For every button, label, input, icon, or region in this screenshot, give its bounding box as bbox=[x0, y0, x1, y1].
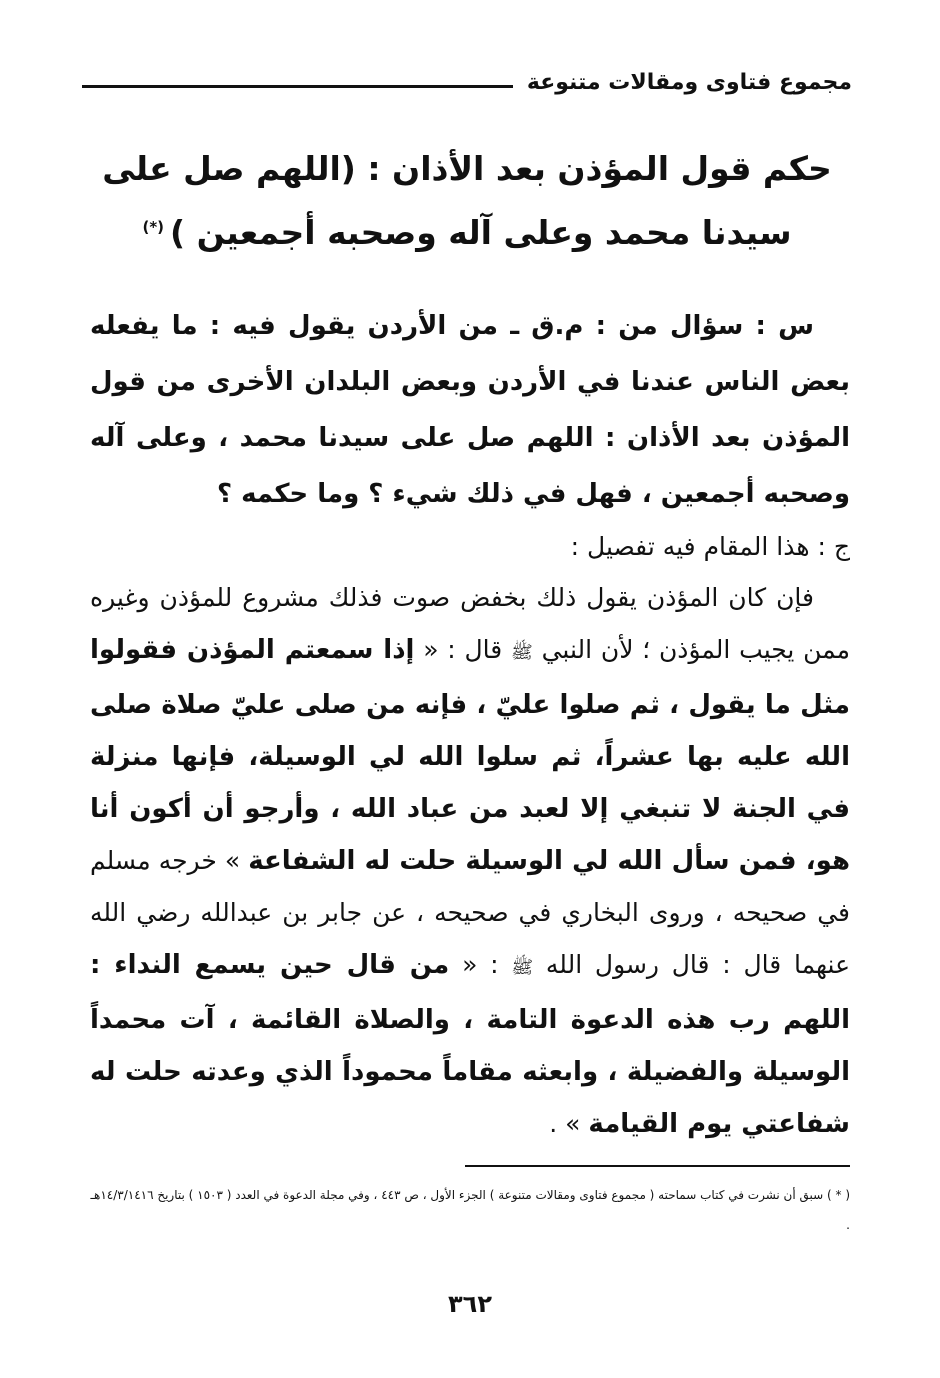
article-body bbox=[90, 298, 850, 1150]
footnote-rule bbox=[465, 1165, 850, 1167]
question-paragraph: س : سؤال من : م.ق ـ من الأردن يقول فيه : ما يفعله بعض الناس عندنا في الأردن وبعض البلدان الأخرى من قول المؤذن بعد الأذان : اللهم صل على سيدنا محمد ، وعلى آله وصحبه أجمعين ، فهل في ذلك شيء ؟ وما حكمه ؟ bbox=[90, 311, 850, 509]
running-header bbox=[82, 70, 852, 95]
hadith-quote-2: من قال حين يسمع النداء : اللهم رب هذه الدعوة التامة ، والصلاة القائمة ، آت محمداً الوسيلة والفضيلة ، وابعثه مقاماً محموداً الذي وعدته حلت له شفاعتي يوم القيامة bbox=[90, 950, 850, 1139]
footnote-marker: (*) bbox=[142, 218, 165, 236]
article-title bbox=[102, 140, 832, 262]
footnote: ( * ) سبق أن نشرت في كتاب سماحته ( مجموع فتاوى ومقالات متنوعة ) الجزء الأول ، ص ٤٤٣ ، وفي مجلة الدعوة في العدد ( ١٥٠٣ ) بتاريخ ١٤/٣/١٤١٦هـ . bbox=[90, 1188, 850, 1232]
book-title: مجموع فتاوى ومقالات متنوعة bbox=[526, 70, 852, 95]
answer-paragraph bbox=[90, 572, 850, 1150]
answer-text-mid: قال : « bbox=[423, 635, 503, 664]
saw-symbol: ﷺ bbox=[511, 642, 533, 663]
article-title-text: حكم قول المؤذن بعد الأذان : (اللهم صل على سيدنا محمد وعلى آله وصحبه أجمعين ) bbox=[102, 149, 832, 252]
page-number: ٣٦٢ bbox=[448, 1290, 492, 1318]
answer-text-after-hadith: » خرجه مسلم في صحيحه ، وروى البخاري في صحيحه ، عن جابر بن عبدالله رضي الله عنهما قال : قال رسول الله bbox=[90, 846, 851, 979]
answer-text-end: » . bbox=[549, 1109, 581, 1138]
saw-symbol-2: ﷺ bbox=[511, 957, 534, 978]
header-rule bbox=[82, 85, 513, 88]
answer-intro: ج : هذا المقام فيه تفصيل : bbox=[570, 532, 850, 561]
quote-open: : « bbox=[462, 950, 499, 979]
answer-text-start: فإن كان المؤذن يقول ذلك بخفض صوت فذلك مشروع للمؤذن وغيره ممن يجيب المؤذن ؛ لأن النبي bbox=[90, 583, 850, 664]
hadith-quote-1: إذا سمعتم المؤذن فقولوا مثل ما يقول ، ثم صلوا عليّ ، فإنه من صلى عليّ صلاة صلى الله عليه بها عشراً، ثم سلوا الله لي الوسيلة، فإنها منزلة في الجنة لا تنبغي إلا لعبد من عباد الله ، وأرجو أن أكون أنا هو، فمن سأل الله لي الوسيلة حلت له الشفاعة bbox=[90, 635, 850, 876]
